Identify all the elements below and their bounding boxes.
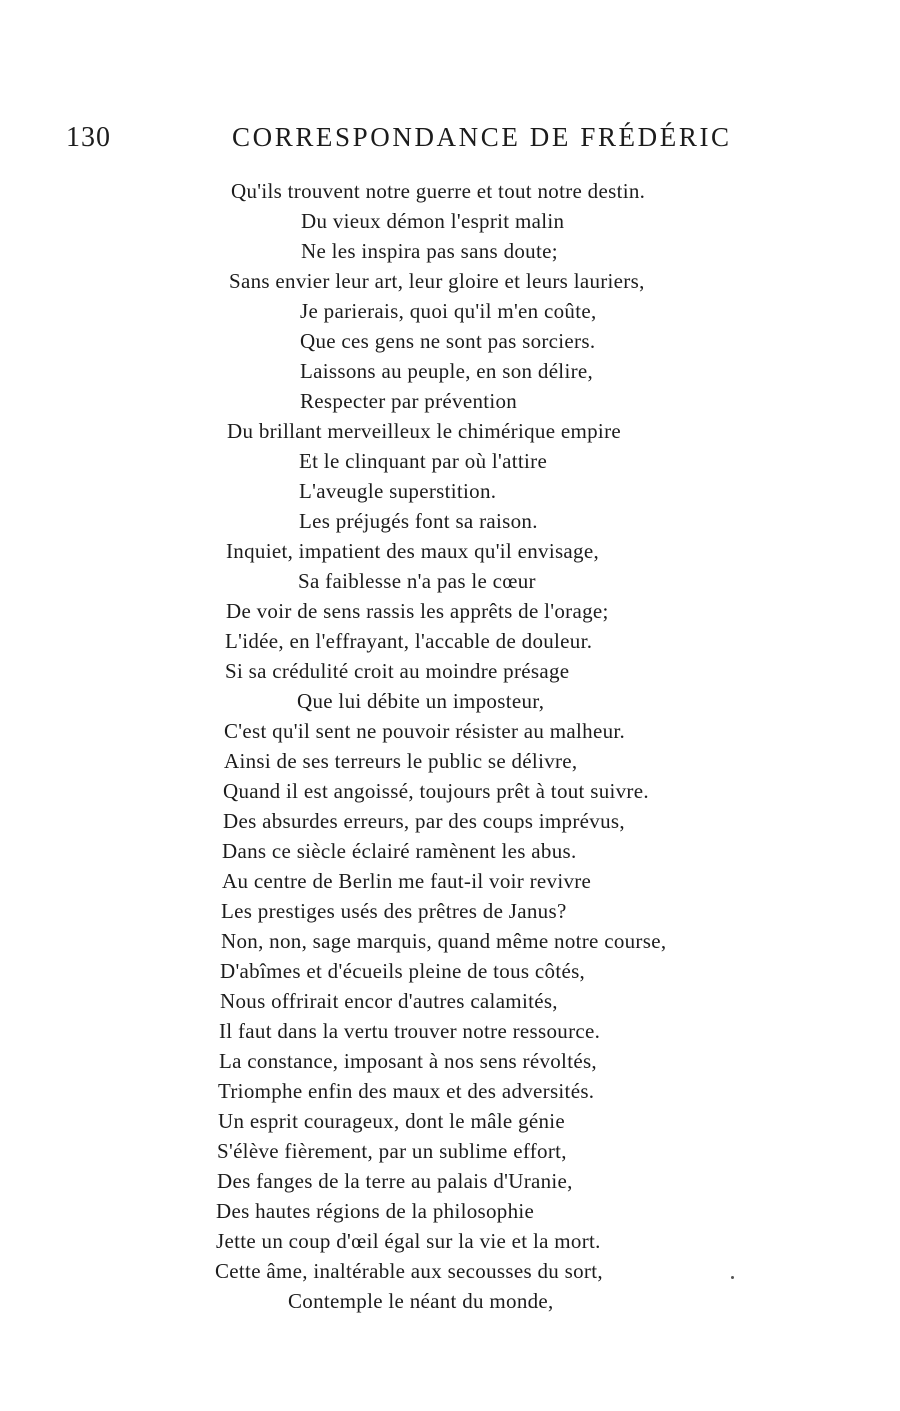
poem-line: Ainsi de ses terreurs le public se délivre, <box>224 749 578 773</box>
page-number: 130 <box>66 122 111 153</box>
poem-line: Nous offrirait encor d'autres calamités, <box>220 989 558 1013</box>
ink-speck <box>731 1276 734 1279</box>
poem-line: Laissons au peuple, en son délire, <box>300 359 594 383</box>
poem-line: Sa faiblesse n'a pas le cœur <box>298 569 536 593</box>
poem-line: Et le clinquant par où l'attire <box>299 449 548 473</box>
poem-line: Si sa crédulité croit au moindre présage <box>225 659 570 683</box>
poem-line: Dans ce siècle éclairé ramènent les abus. <box>222 839 577 863</box>
poem-line: Quand il est angoissé, toujours prêt à tout suivre. <box>223 779 649 803</box>
poem-line: C'est qu'il sent ne pouvoir résister au malheur. <box>224 719 626 743</box>
poem-line: L'aveugle superstition. <box>299 479 497 503</box>
poem-line: Des absurdes erreurs, par des coups imprévus, <box>223 809 625 833</box>
poem-line: Du brillant merveilleux le chimérique empire <box>227 419 621 443</box>
poem-line: Que ces gens ne sont pas sorciers. <box>300 329 596 353</box>
poem-line: Cette âme, inaltérable aux secousses du sort, <box>215 1259 603 1283</box>
poem-line: Jette un coup d'œil égal sur la vie et la mort. <box>216 1229 601 1253</box>
running-head <box>0 122 900 162</box>
poem-line: Contemple le néant du monde, <box>288 1289 554 1313</box>
poem-line: Je parierais, quoi qu'il m'en coûte, <box>300 299 597 323</box>
poem-line: Il faut dans la vertu trouver notre ressource. <box>219 1019 601 1043</box>
poem-line: Respecter par prévention <box>300 389 518 413</box>
poem-line: Au centre de Berlin me faut-il voir revivre <box>222 869 592 893</box>
poem-line: Qu'ils trouvent notre guerre et tout notre destin. <box>231 179 646 203</box>
poem-line: Que lui débite un imposteur, <box>297 689 545 713</box>
poem-line: Inquiet, impatient des maux qu'il envisage, <box>226 539 600 563</box>
poem-line: Non, non, sage marquis, quand même notre course, <box>221 929 667 953</box>
poem-line: Les préjugés font sa raison. <box>299 509 538 533</box>
running-title: CORRESPONDANCE DE FRÉDÉRIC <box>232 122 732 152</box>
poem-line: L'idée, en l'effrayant, l'accable de douleur. <box>225 629 593 653</box>
poem-line: Triomphe enfin des maux et des adversités. <box>218 1079 595 1103</box>
poem-line: Les prestiges usés des prêtres de Janus? <box>221 899 567 923</box>
poem-line: Un esprit courageux, dont le mâle génie <box>218 1109 566 1133</box>
poem-line: Du vieux démon l'esprit malin <box>301 209 565 233</box>
poem-line: Des fanges de la terre au palais d'Uranie, <box>217 1169 573 1193</box>
poem-line: S'élève fièrement, par un sublime effort, <box>217 1139 567 1163</box>
poem-line: D'abîmes et d'écueils pleine de tous côtés, <box>220 959 586 983</box>
poem-line: La constance, imposant à nos sens révoltés, <box>219 1049 597 1073</box>
poem-line: De voir de sens rassis les apprêts de l'orage; <box>226 599 609 623</box>
poem-line: Sans envier leur art, leur gloire et leurs lauriers, <box>229 269 645 293</box>
poem-line: Ne les inspira pas sans doute; <box>301 239 558 263</box>
poem-line: Des hautes régions de la philosophie <box>216 1199 535 1223</box>
